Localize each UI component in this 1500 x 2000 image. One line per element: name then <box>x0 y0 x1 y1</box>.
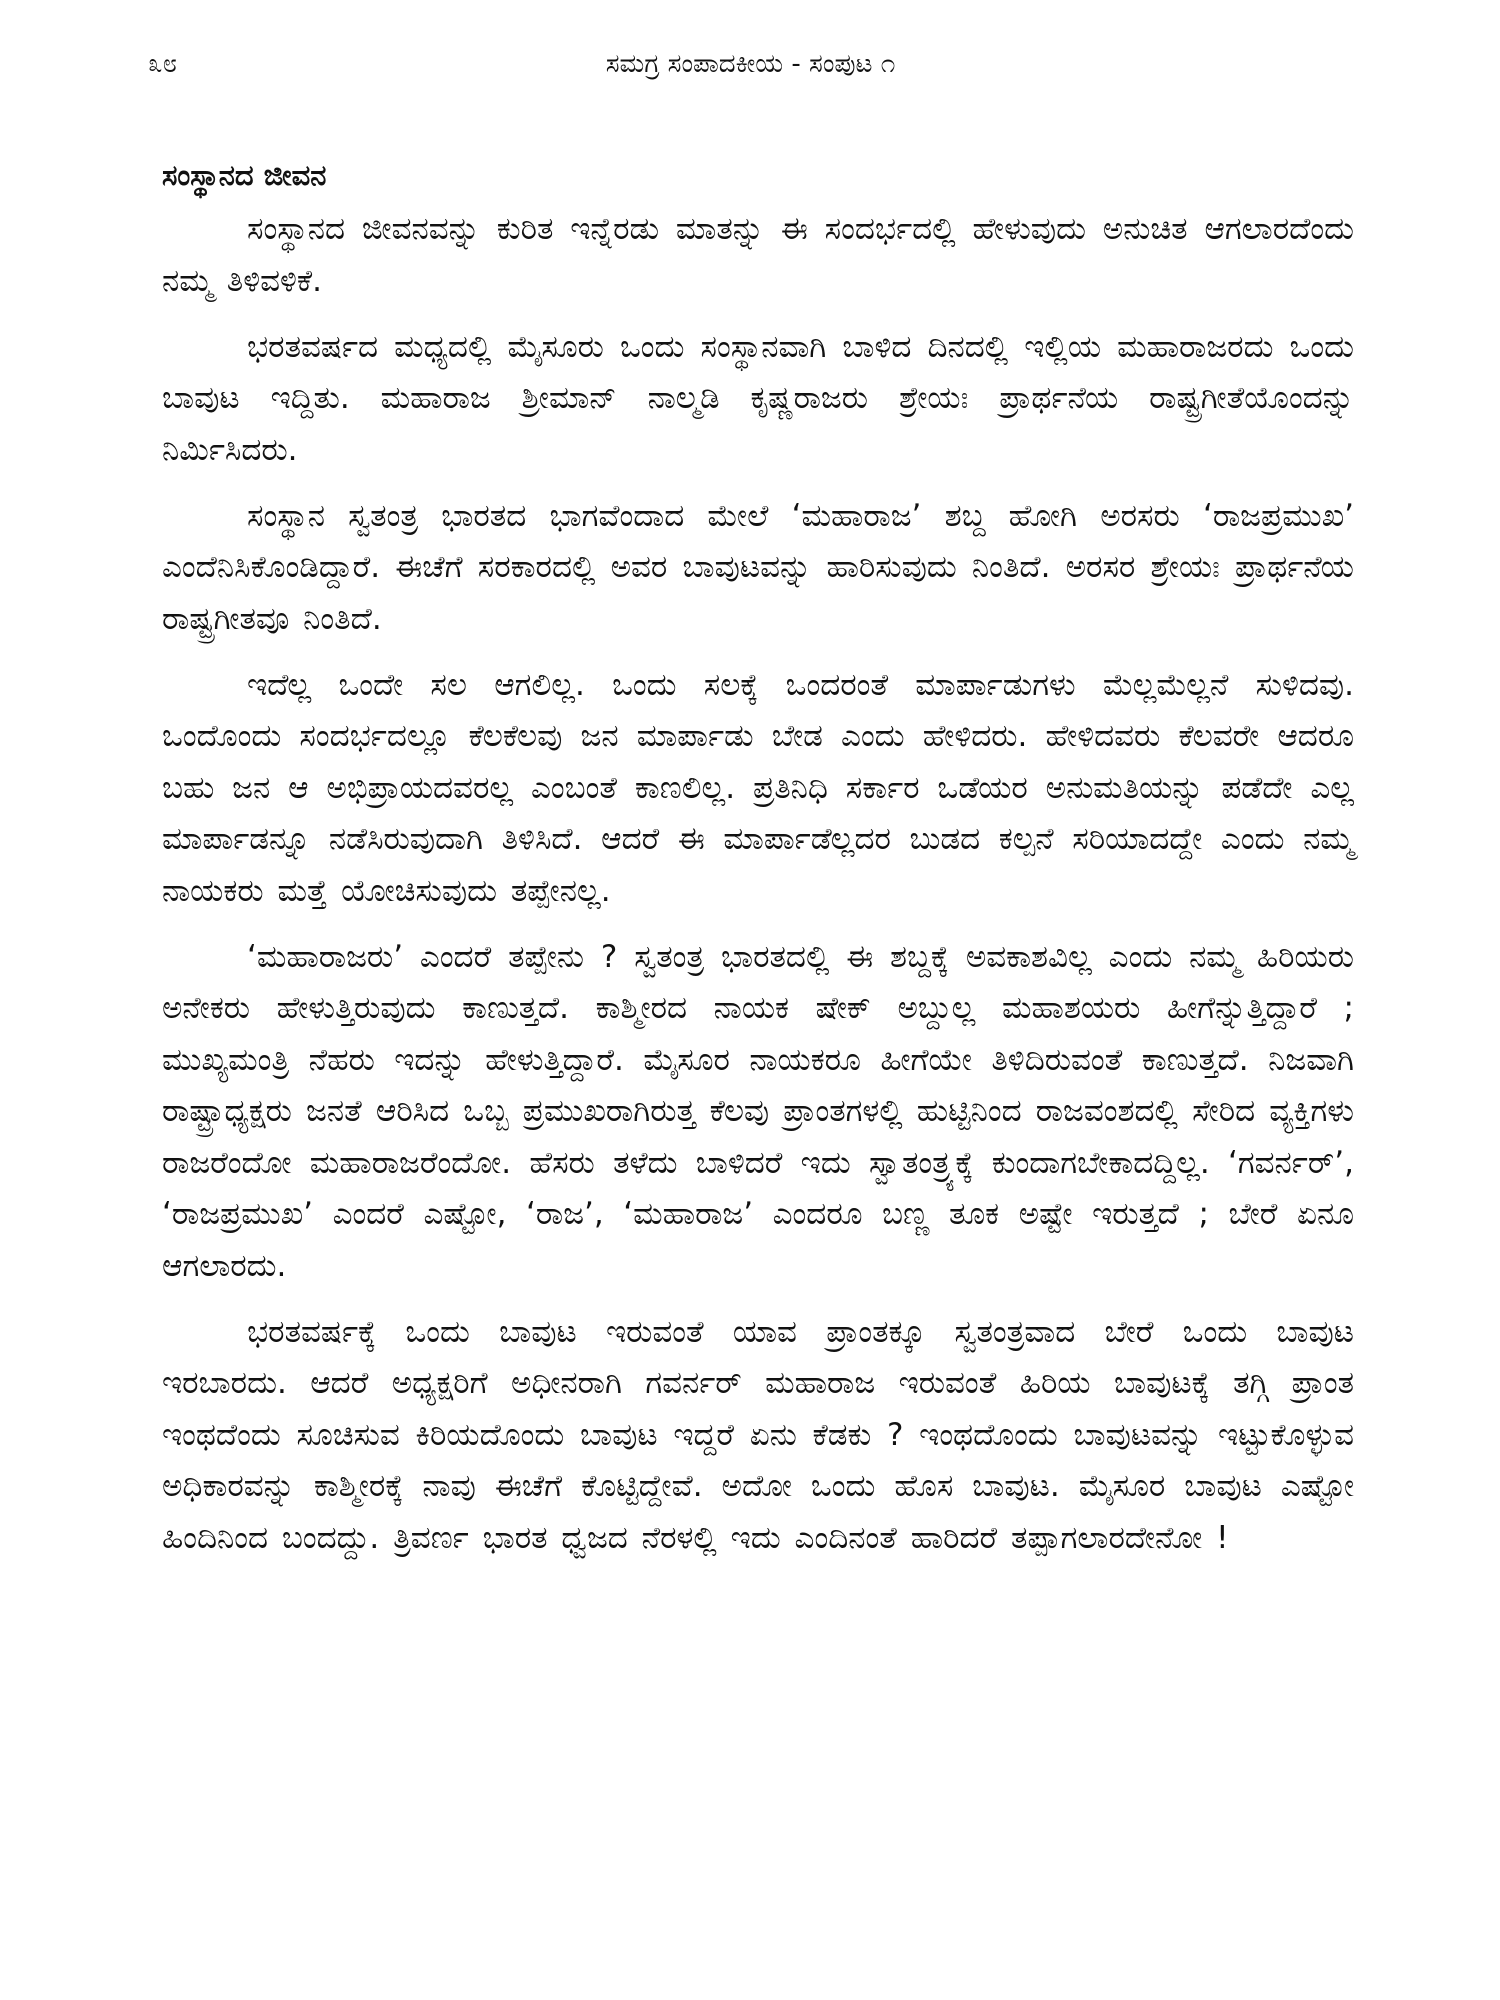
paragraph-1: ಸಂಸ್ಥಾನದ ಜೀವನವನ್ನು ಕುರಿತ ಇನ್ನೆರಡು ಮಾತನ್ನು ಈ ಸಂದರ್ಭದಲ್ಲಿ ಹೇಳುವುದು ಅನುಚಿತ ಆಗಲಾರದೆಂದು ನಮ್ಮ ತಿಳಿವಳಿಕೆ. <box>162 211 1354 299</box>
article-body <box>162 150 1354 1579</box>
book-title: ಸಮಗ್ರ ಸಂಪಾದಕೀಯ - ಸಂಪುಟ ೧ <box>605 49 896 79</box>
running-header <box>148 44 1353 84</box>
section-heading: ಸಂಸ್ಥಾನದ ಜೀವನ <box>162 158 327 192</box>
paragraph-2: ಭರತವರ್ಷದ ಮಧ್ಯದಲ್ಲಿ ಮೈಸೂರು ಒಂದು ಸಂಸ್ಥಾನವಾಗಿ ಬಾಳಿದ ದಿನದಲ್ಲಿ ಇಲ್ಲಿಯ ಮಹಾರಾಜರದು ಒಂದು ಬಾವುಟ ಇದ್ದಿತು. ಮಹಾರಾಜ ಶ್ರೀಮಾನ್ ನಾಲ್ಮಡಿ ಕೃಷ್ಣರಾಜರು ಶ್ರೇಯಃ ಪ್ರಾರ್ಥನೆಯ ರಾಷ್ಟ್ರಗೀತೆಯೊಂದನ್ನು ನಿರ್ಮಿಸಿದರು. <box>162 328 1354 468</box>
paragraph-3: ಸಂಸ್ಥಾನ ಸ್ವತಂತ್ರ ಭಾರತದ ಭಾಗವೆಂದಾದ ಮೇಲೆ ‘ಮಹಾರಾಜ’ ಶಬ್ದ ಹೋಗಿ ಅರಸರು ‘ರಾಜಪ್ರಮುಖ’ ಎಂದೆನಿಸಿಕೊಂಡಿದ್ದಾರೆ. ಈಚೆಗೆ ಸರಕಾರದಲ್ಲಿ ಅವರ ಬಾವುಟವನ್ನು ಹಾರಿಸುವುದು ನಿಂತಿದೆ. ಅರಸರ ಶ್ರೇಯಃ ಪ್ರಾರ್ಥನೆಯ ರಾಷ್ಟ್ರಗೀತವೂ ನಿಂತಿದೆ. <box>162 497 1354 637</box>
page-number: ೩೮ <box>148 49 178 79</box>
paragraph-6: ಭರತವರ್ಷಕ್ಕೆ ಒಂದು ಬಾವುಟ ಇರುವಂತೆ ಯಾವ ಪ್ರಾಂತಕ್ಕೂ ಸ್ವತಂತ್ರವಾದ ಬೇರೆ ಒಂದು ಬಾವುಟ ಇರಬಾರದು. ಆದರೆ ಅಧ್ಯಕ್ಷರಿಗೆ ಅಧೀನರಾಗಿ ಗವರ್ನರ್ ಮಹಾರಾಜ ಇರುವಂತೆ ಹಿರಿಯ ಬಾವುಟಕ್ಕೆ ತಗ್ಗಿ ಪ್ರಾಂತ ಇಂಥದೆಂದು ಸೂಚಿಸುವ ಕಿರಿಯದೊಂದು ಬಾವುಟ ಇದ್ದರೆ ಏನು ಕೆಡಕು ? ಇಂಥದೊಂದು ಬಾವುಟವನ್ನು ಇಟ್ಟುಕೊಳ್ಳುವ ಅಧಿಕಾರವನ್ನು ಕಾಶ್ಮೀರಕ್ಕೆ ನಾವು ಈಚೆಗೆ ಕೊಟ್ಟಿದ್ದೇವೆ. ಅದೋ ಒಂದು ಹೊಸ ಬಾವುಟ. ಮೈಸೂರ ಬಾವುಟ ಎಷ್ಟೋ ಹಿಂದಿನಿಂದ ಬಂದದ್ದು. ತ್ರಿವರ್ಣ ಭಾರತ ಧ್ವಜದ ನೆರಳಲ್ಲಿ ಇದು ಎಂದಿನಂತೆ ಹಾರಿದರೆ ತಪ್ಪಾಗಲಾರದೇನೋ ! <box>162 1313 1354 1556</box>
paragraph-5: ‘ಮಹಾರಾಜರು’ ಎಂದರೆ ತಪ್ಪೇನು ? ಸ್ವತಂತ್ರ ಭಾರತದಲ್ಲಿ ಈ ಶಬ್ದಕ್ಕೆ ಅವಕಾಶವಿಲ್ಲ ಎಂದು ನಮ್ಮ ಹಿರಿಯರು ಅನೇಕರು ಹೇಳುತ್ತಿರುವುದು ಕಾಣುತ್ತದೆ. ಕಾಶ್ಮೀರದ ನಾಯಕ ಷೇಕ್ ಅಬ್ದುಲ್ಲ ಮಹಾಶಯರು ಹೀಗೆನ್ನುತ್ತಿದ್ದಾರೆ ; ಮುಖ್ಯಮಂತ್ರಿ ನೆಹರು ಇದನ್ನು ಹೇಳುತ್ತಿದ್ದಾರೆ. ಮೈಸೂರ ನಾಯಕರೂ ಹೀಗೆಯೇ ತಿಳಿದಿರುವಂತೆ ಕಾಣುತ್ತದೆ. ನಿಜವಾಗಿ ರಾಷ್ಟ್ರಾಧ್ಯಕ್ಷರು ಜನತೆ ಆರಿಸಿದ ಒಬ್ಬ ಪ್ರಮುಖರಾಗಿರುತ್ತ ಕೆಲವು ಪ್ರಾಂತಗಳಲ್ಲಿ ಹುಟ್ಟಿನಿಂದ ರಾಜವಂಶದಲ್ಲಿ ಸೇರಿದ ವ್ಯಕ್ತಿಗಳು ರಾಜರೆಂದೋ ಮಹಾರಾಜರೆಂದೋ. ಹೆಸರು ತಳೆದು ಬಾಳಿದರೆ ಇದು ಸ್ವಾತಂತ್ರ್ಯಕ್ಕೆ ಕುಂದಾಗಬೇಕಾದದ್ದಿಲ್ಲ. ‘ಗವರ್ನರ್’, ‘ರಾಜಪ್ರಮುಖ’ ಎಂದರೆ ಎಷ್ಟೋ, ‘ರಾಜ’, ‘ಮಹಾರಾಜ’ ಎಂದರೂ ಬಣ್ಣ ತೂಕ ಅಷ್ಟೇ ಇರುತ್ತದೆ ; ಬೇರೆ ಏನೂ ಆಗಲಾರದು. <box>162 938 1354 1284</box>
paragraph-4: ಇದೆಲ್ಲ ಒಂದೇ ಸಲ ಆಗಲಿಲ್ಲ. ಒಂದು ಸಲಕ್ಕೆ ಒಂದರಂತೆ ಮಾರ್ಪಾಡುಗಳು ಮೆಲ್ಲಮೆಲ್ಲನೆ ಸುಳಿದವು. ಒಂದೊಂದು ಸಂದರ್ಭದಲ್ಲೂ ಕೆಲಕೆಲವು ಜನ ಮಾರ್ಪಾಡು ಬೇಡ ಎಂದು ಹೇಳಿದರು. ಹೇಳಿದವರು ಕೆಲವರೇ ಆದರೂ ಬಹು ಜನ ಆ ಅಭಿಪ್ರಾಯದವರಲ್ಲ ಎಂಬಂತೆ ಕಾಣಲಿಲ್ಲ. ಪ್ರತಿನಿಧಿ ಸರ್ಕಾರ ಒಡೆಯರ ಅನುಮತಿಯನ್ನು ಪಡೆದೇ ಎಲ್ಲ ಮಾರ್ಪಾಡನ್ನೂ ನಡೆಸಿರುವುದಾಗಿ ತಿಳಿಸಿದೆ. ಆದರೆ ಈ ಮಾರ್ಪಾಡೆಲ್ಲದರ ಬುಡದ ಕಲ್ಪನೆ ಸರಿಯಾದದ್ದೇ ಎಂದು ನಮ್ಮ ನಾಯಕರು ಮತ್ತೆ ಯೋಚಿಸುವುದು ತಪ್ಪೇನಲ್ಲ. <box>162 666 1354 909</box>
